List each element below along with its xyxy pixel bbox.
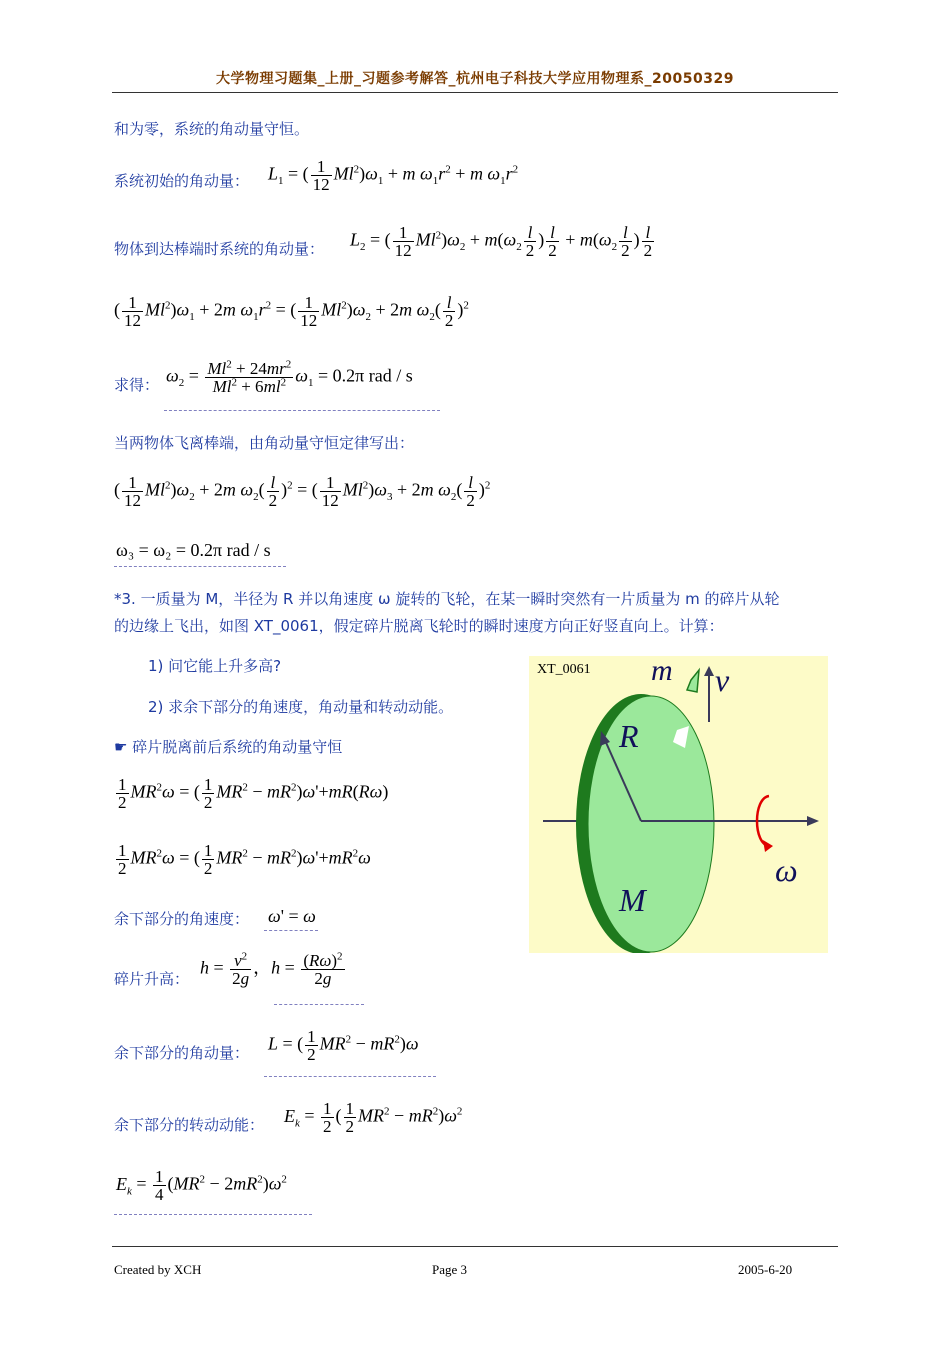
velocity-arrow bbox=[704, 666, 714, 676]
footer-date: 2005-6-20 bbox=[738, 1262, 793, 1277]
header-rule bbox=[112, 92, 838, 93]
label-omega: ω bbox=[775, 852, 798, 888]
footer-page: Page 3 bbox=[432, 1262, 468, 1277]
problem-line-2: 的边缘上飞出，如图 XT_0061，假定碎片脱离飞轮时的瞬时速度方向正好竖直向上。计算： bbox=[114, 617, 724, 635]
flywheel-diagram bbox=[529, 656, 828, 953]
footer-rule bbox=[112, 1246, 838, 1247]
label-R: R bbox=[619, 718, 639, 754]
eq-conservation-1: ( $\frac{1}{12}$ $Ml^2)\omega_1 + 2m$ $\omega_1r^2$ = ( $\frac{1}{12}$ $Ml^2)\omega_2 + 2m$ $\omega_2$( $\frac{l}{2}$ )$^2$ bbox=[114, 293, 469, 330]
eq-omega2: $\omega_2$ = $\frac{Ml^2 + 24mr^2}{Ml^2 + 6ml^2}$ $\omega_1 = 0.2\pi$ rad / s bbox=[166, 358, 413, 396]
height-label: 碎片升高： bbox=[114, 970, 190, 988]
text-line-1: 和为零，系统的角动量守恒。 bbox=[114, 120, 310, 138]
eq-omega-prime: ω' = ω bbox=[268, 906, 316, 926]
eq-L: L = ( $\frac{1}{2}$ $MR^2 - mR^2)\omega$ bbox=[268, 1027, 419, 1064]
page-header: 大学物理习题集_上册_习题参考解答_杭州电子科技大学应用物理系_20050329 bbox=[216, 71, 734, 87]
label-m: m bbox=[651, 654, 673, 687]
underline bbox=[164, 410, 440, 411]
eq-omega3: ω₃ = ω₂ = 0.2π rad / s bbox=[116, 540, 271, 560]
problem-line-1: *3. 一质量为 M，半径为 R 并以角速度 ω 旋转的飞轮，在某一瞬时突然有一片质量为 m 的碎片从轮 bbox=[114, 590, 780, 608]
figure-label: XT_0061 bbox=[537, 662, 591, 677]
underline bbox=[114, 1214, 312, 1215]
footer-left: Created by XCH bbox=[114, 1262, 202, 1277]
underline bbox=[264, 1076, 436, 1077]
disk-face bbox=[588, 696, 714, 952]
omega-label: 余下部分的角速度： bbox=[114, 910, 250, 928]
question-1: 1) 问它能上升多高? bbox=[148, 657, 282, 675]
eq-height: h = $\frac{v^2}{2g}$ ，h = $\frac{(R\omega)^2}{2g}$ bbox=[200, 950, 343, 988]
rotation-arrow bbox=[763, 840, 773, 852]
eq-Ek-b: $E_k$ = $\frac{1}{4}$ $(MR^2 - 2mR^2)\omega^2$ bbox=[116, 1167, 287, 1204]
underline bbox=[114, 566, 286, 567]
end-label: 物体到达棒端时系统的角动量： bbox=[114, 240, 325, 258]
underline bbox=[264, 930, 318, 931]
L-label: 余下部分的角动量： bbox=[114, 1044, 250, 1062]
Ek-label: 余下部分的转动动能： bbox=[114, 1116, 265, 1134]
eq-momentum-b: $\frac{1}{2}$ $MR^2\omega$ = ( $\frac{1}{2}$ $MR^2 - mR^2)\omega'+mR^2\omega$ bbox=[118, 841, 371, 878]
fragment-shape bbox=[687, 670, 699, 692]
fly-off-text: 当两物体飞离棒端，由角动量守恒定律写出： bbox=[114, 434, 415, 452]
label-M: M bbox=[619, 882, 646, 918]
question-2: 2) 求余下部分的角速度，角动量和转动动能。 bbox=[148, 698, 454, 716]
initial-label: 系统初始的角动量： bbox=[114, 172, 250, 190]
figure-xt-0061 bbox=[529, 656, 828, 953]
eq-Ek-a: $E_k$ = $\frac{1}{2}$ ( $\frac{1}{2}$ $MR^2 - mR^2)\omega^2$ bbox=[284, 1099, 463, 1136]
label-v: v bbox=[715, 662, 730, 698]
underline bbox=[274, 1004, 364, 1005]
eq-conservation-2: ( $\frac{1}{12}$ $Ml^2)\omega_2 + 2m$ $\omega_2$( $\frac{l}{2}$ )$^2$ = ( $\frac{1}{12}$ $Ml^2)\omega_3 + 2m$ $\omega_2$( $\frac{l}{2}$ )$^2$ bbox=[114, 473, 491, 510]
eq-momentum-a: $\frac{1}{2}$ $MR^2\omega$ = ( $\frac{1}{2}$ $MR^2 - mR^2)\omega'+mR(R\omega)$ bbox=[118, 775, 389, 812]
eq-initial-momentum: $L_1$ = ( $\frac{1}{12}$ $Ml^2)\omega_1 + m$ $\omega_1r^2 + m$ $\omega_1r^2$ bbox=[268, 157, 519, 194]
conserve-text: ☛ 碎片脱离前后系统的角动量守恒 bbox=[114, 738, 343, 756]
solve-label: 求得： bbox=[114, 376, 160, 394]
eq-end-momentum: $L_2$ = ( $\frac{1}{12}$ $Ml^2)\omega_2 + m(\omega_2$ $\frac{l}{2}$ ) $\frac{l}{2}$ + $m(\omega_2$ $\frac{l}{2}$ ) $\frac{l}{2}$ bbox=[350, 223, 653, 260]
omega2-result: = 0.2π rad / s bbox=[317, 365, 413, 386]
